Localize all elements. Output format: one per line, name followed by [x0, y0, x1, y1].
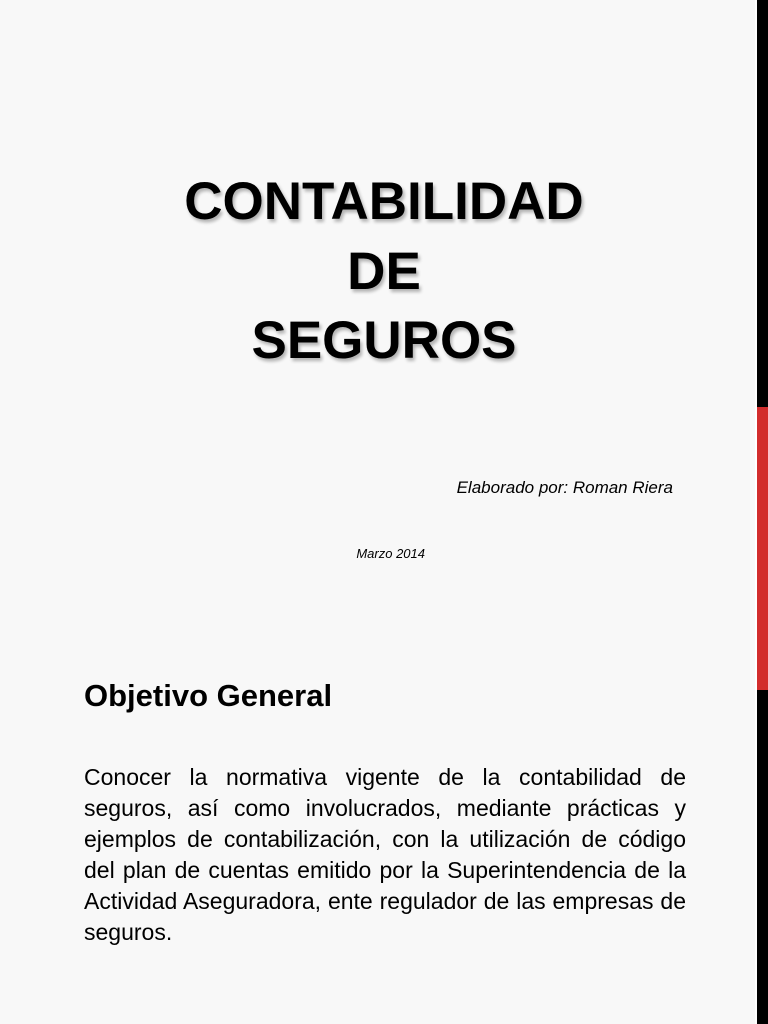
title-line-3: SEGUROS: [251, 311, 517, 370]
title-line-2: DE: [347, 242, 421, 301]
title-line-1: CONTABILIDAD: [184, 172, 584, 231]
edge-bar-red: [757, 407, 768, 690]
section-heading: Objetivo General: [84, 678, 333, 713]
date-label: Marzo 2014: [356, 546, 425, 561]
section-body: Conocer la normativa vigente de la contabilidad de seguros, así como involucrados, mediante prácticas y ejemplos de contabilización, con la utilización de código del plan de cuentas emitido por la Superintendencia de la Actividad Aseguradora, ente regulador de las empresas de seguros.: [84, 764, 686, 945]
author-credit: Elaborado por: Roman Riera: [456, 478, 673, 497]
